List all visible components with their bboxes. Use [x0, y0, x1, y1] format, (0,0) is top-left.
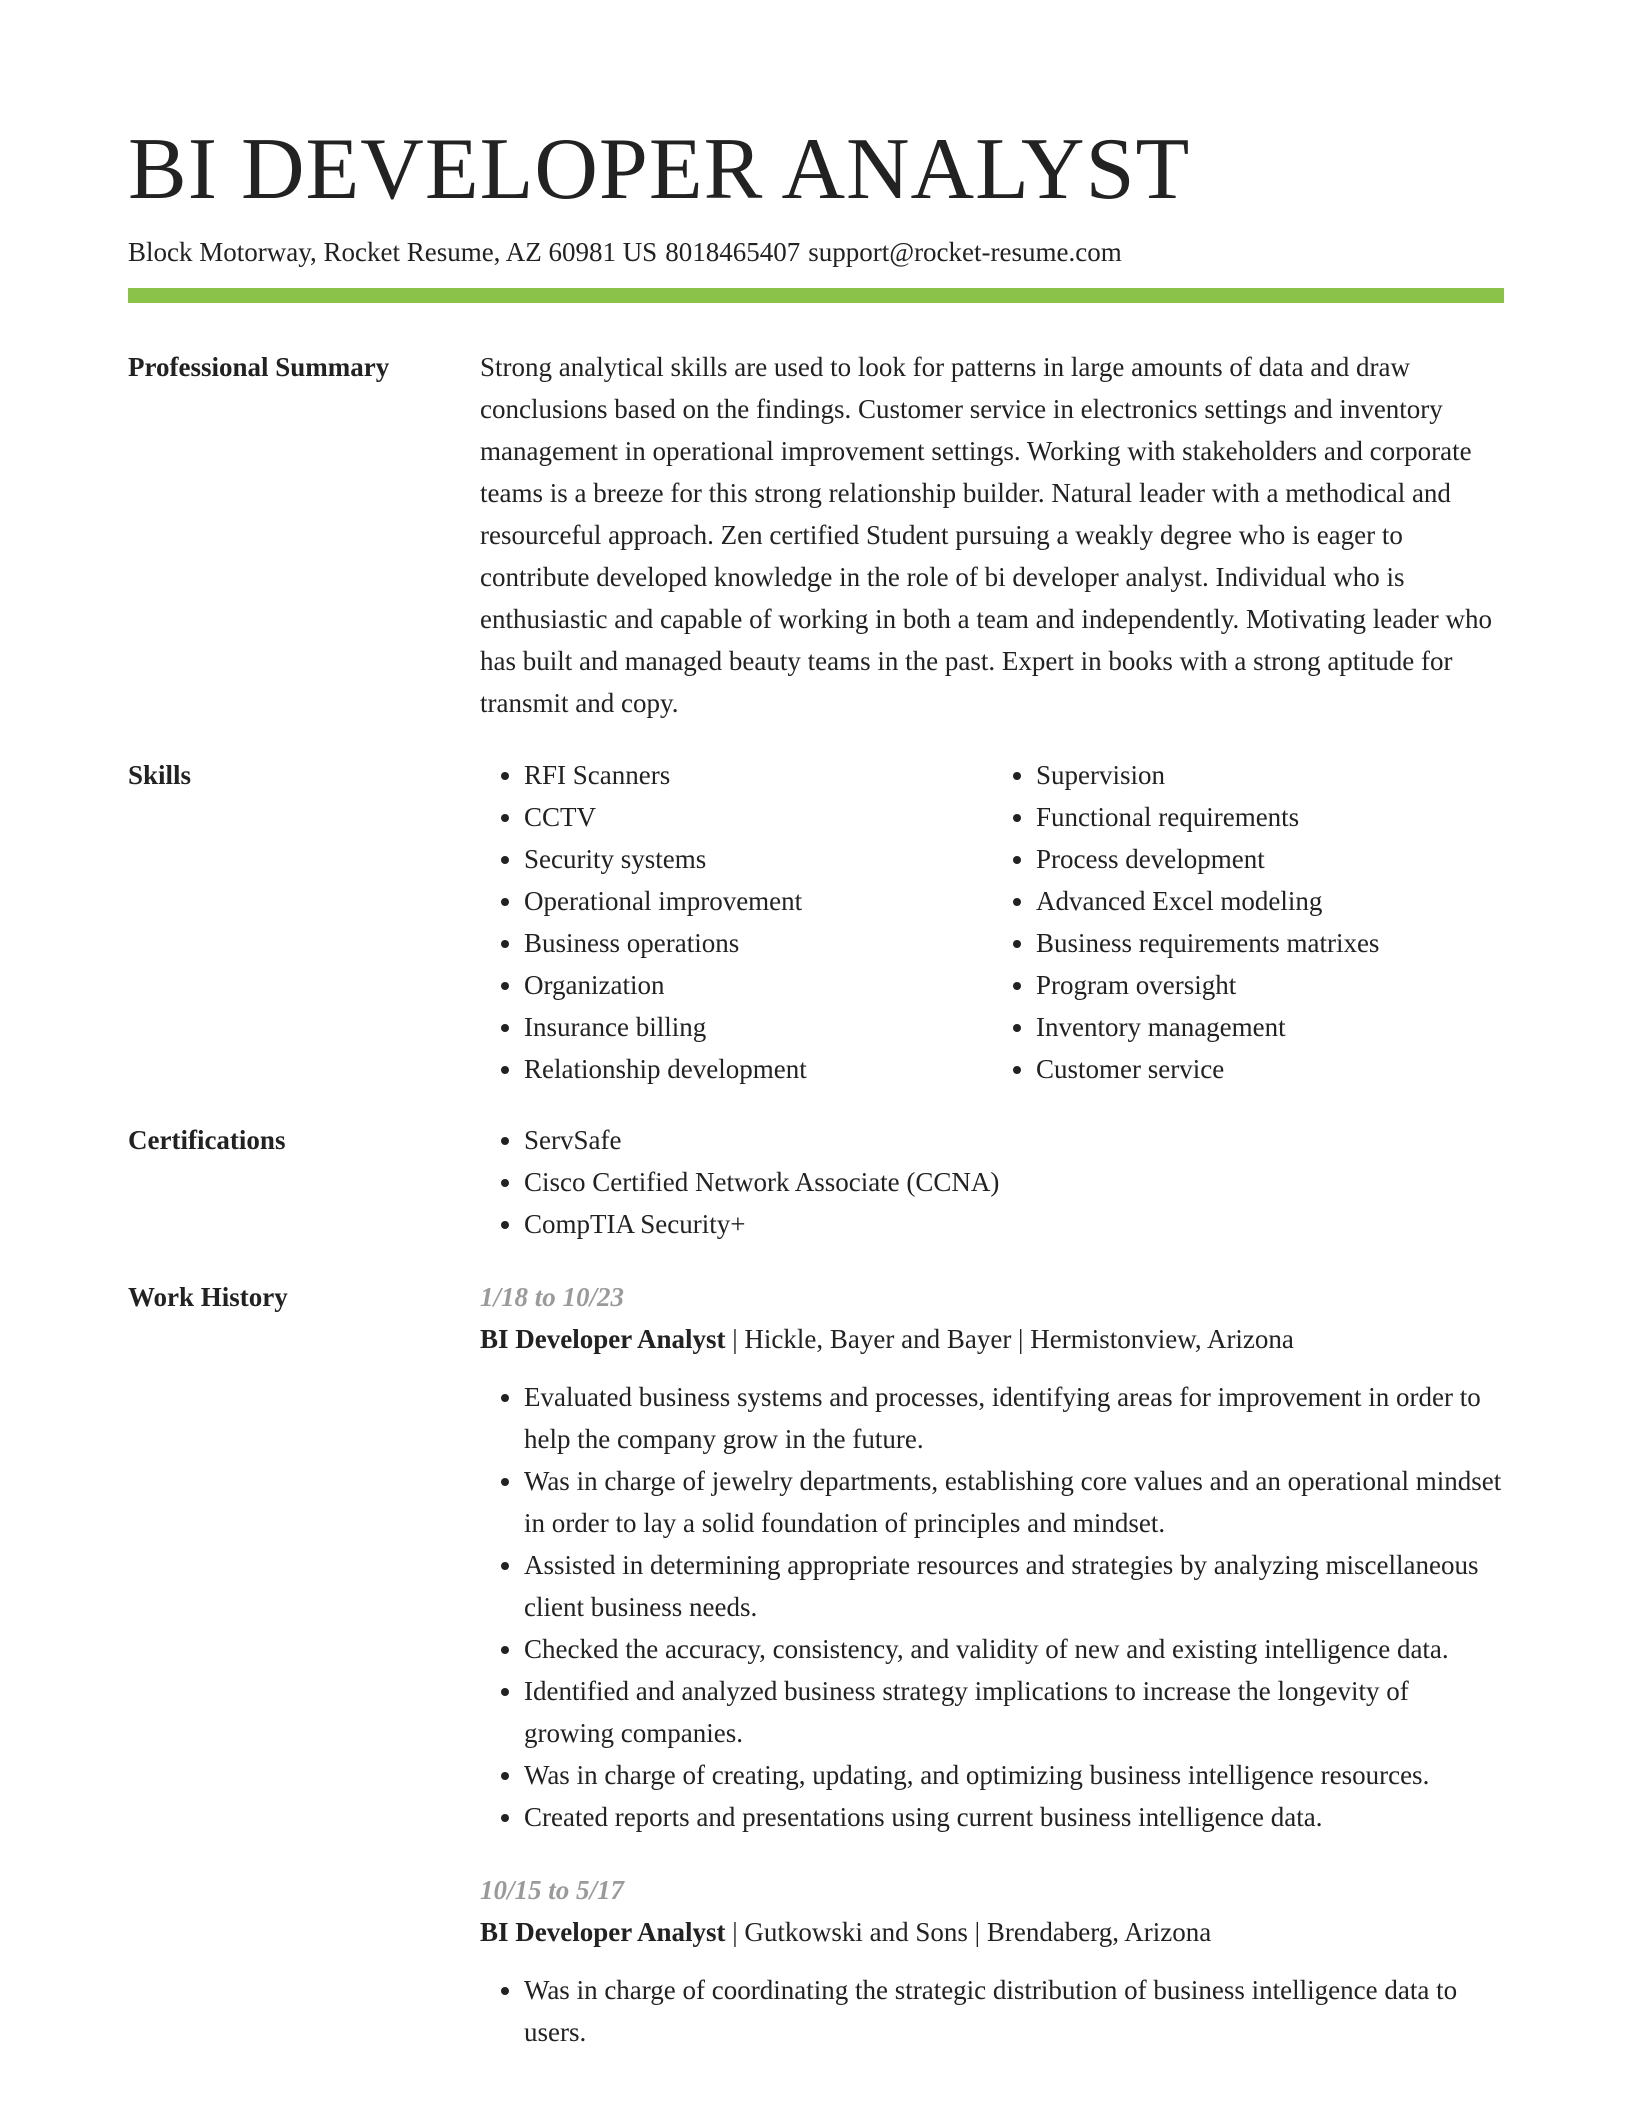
job-bullets: [480, 1376, 1504, 1838]
address-text: Block Motorway, Rocket Resume, AZ 60981 US: [128, 237, 658, 267]
section-title: Professional Summary: [128, 352, 390, 382]
phone-text: 8018465407: [665, 237, 801, 267]
job-entry: [480, 1276, 1504, 1838]
skill-item: • CCTV: [524, 796, 992, 838]
skill-item: • Business requirements matrixes: [1036, 922, 1504, 964]
job-details: | Hickle, Bayer and Bayer | Hermistonview, Arizona: [725, 1324, 1294, 1354]
skill-item: • RFI Scanners: [524, 754, 992, 796]
job-role: BI Developer Analyst: [480, 1324, 726, 1354]
skill-item: • Inventory management: [1036, 1006, 1504, 1048]
job-bullet: • Was in charge of jewelry departments, establishing core values and an operational mindset in order to lay a solid foundation of principles and mindset.: [524, 1460, 1504, 1544]
job-bullet: • Checked the accuracy, consistency, and validity of new and existing intelligence data.: [524, 1628, 1504, 1670]
job-details: | Gutkowski and Sons | Brendaberg, Arizona: [725, 1917, 1212, 1947]
skill-item: • Business operations: [524, 922, 992, 964]
section-title: Work History: [128, 1282, 288, 1312]
skill-item: • Functional requirements: [1036, 796, 1504, 838]
skill-item: • Customer service: [1036, 1048, 1504, 1090]
job-role: BI Developer Analyst: [480, 1917, 726, 1947]
section-title: Skills: [128, 760, 192, 790]
certifications-list: [480, 1119, 1504, 1245]
skill-item: • Insurance billing: [524, 1006, 992, 1048]
job-bullet: • Evaluated business systems and processes, identifying areas for improvement in order to help the company grow in the future.: [524, 1376, 1504, 1460]
skills-columns: [480, 754, 1504, 1090]
certification-item: • Cisco Certified Network Associate (CCNA): [524, 1161, 1504, 1203]
skill-item: • Operational improvement: [524, 880, 992, 922]
job-bullet: • Identified and analyzed business strategy implications to increase the longevity of growing companies.: [524, 1670, 1504, 1754]
skill-item: • Process development: [1036, 838, 1504, 880]
candidate-name: BI DEVELOPER ANALYST: [128, 121, 1191, 218]
job-title-line: [480, 1318, 1504, 1360]
job-bullet: • Was in charge of coordinating the strategic distribution of business intelligence data to users.: [524, 1969, 1504, 2053]
job-title-line: [480, 1911, 1504, 1953]
skill-item: • Advanced Excel modeling: [1036, 880, 1504, 922]
skill-item: • Supervision: [1036, 754, 1504, 796]
job-bullet: • Was in charge of creating, updating, and optimizing business intelligence resources.: [524, 1754, 1504, 1796]
job-bullet: • Created reports and presentations using current business intelligence data.: [524, 1796, 1504, 1838]
job-entry: [480, 1869, 1504, 2053]
skill-item: • Relationship development: [524, 1048, 992, 1090]
email-text: support@rocket-resume.com: [808, 237, 1122, 267]
certification-item: • ServSafe: [524, 1119, 1504, 1161]
contact-line: [128, 234, 1504, 270]
skill-item: • Security systems: [524, 838, 992, 880]
skills-list-right: [992, 754, 1504, 1090]
job-bullets: [480, 1969, 1504, 2053]
certification-item: • CompTIA Security+: [524, 1203, 1504, 1245]
skill-item: • Program oversight: [1036, 964, 1504, 1006]
job-dates: 1/18 to 10/23: [480, 1282, 625, 1312]
resume-header: [128, 118, 1504, 303]
skill-item: • Organization: [524, 964, 992, 1006]
summary-text: Strong analytical skills are used to look for patterns in large amounts of data and draw conclusions based on the findings. Customer service in electronics settings and inventory management in operational improvement settings. Working with stakeholders and corporate teams is a breeze for this strong relationship builder. Natural leader with a methodical and resourceful approach. Zen certified Student pursuing a weakly degree who is eager to contribute developed knowledge in the role of bi developer analyst. Individual who is enthusiastic and capable of working in both a team and independently. Motivating leader who has built and managed beauty teams in the past. Expert in books with a strong aptitude for transmit and copy.: [480, 352, 1492, 718]
section-title: Certifications: [128, 1125, 286, 1155]
skills-list-left: [480, 754, 992, 1090]
job-bullet: • Assisted in determining appropriate resources and strategies by analyzing miscellaneous client business needs.: [524, 1544, 1504, 1628]
accent-rule: [128, 288, 1504, 303]
job-dates: 10/15 to 5/17: [480, 1875, 625, 1905]
